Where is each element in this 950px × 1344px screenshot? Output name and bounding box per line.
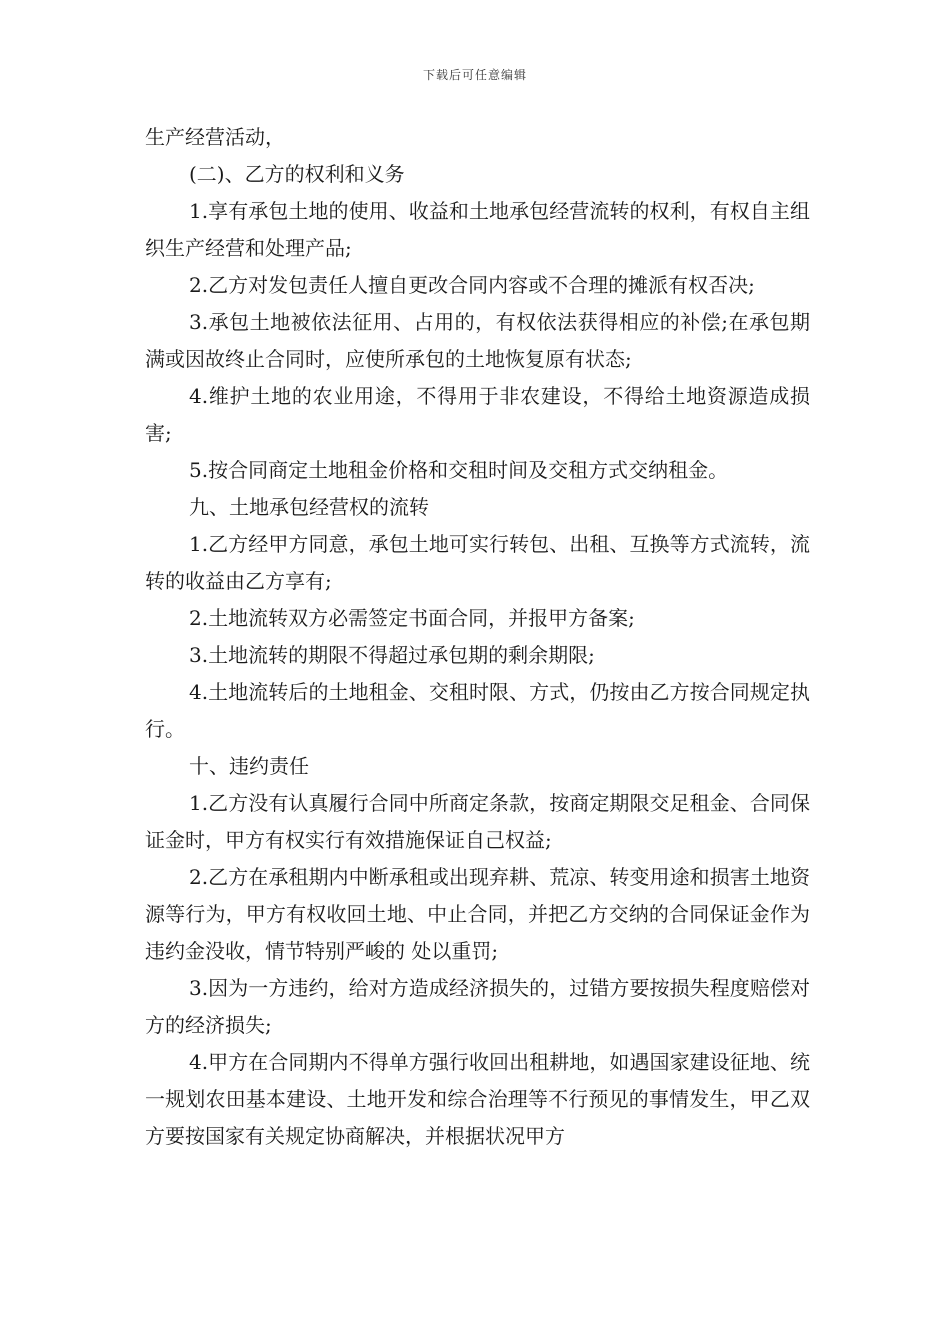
clause-ten-4: 4.甲方在合同期内不得单方强行收回出租耕地，如遇国家建设征地、统一规划农田基本建设、土地开发和综合治理等不行预见的事情发生，甲乙双方要按国家有关规定协商解决，并根据状况甲方 [145,1050,810,1148]
clause-b-4: 4.维护土地的农业用途，不得用于非农建设，不得给土地资源造成损害; [145,384,810,445]
clause-nine-1: 1.乙方经甲方同意，承包土地可实行转包、出租、互换等方式流转，流转的收益由乙方享有; [145,532,810,593]
document-body [145,119,810,1155]
clause-b-5: 5.按合同商定土地租金价格和交租时间及交租方式交纳租金。 [189,458,729,482]
clause-nine-3: 3.土地流转的期限不得超过承包期的剩余期限; [189,643,595,667]
clause-ten-3: 3.因为一方违约，给对方造成经济损失的，过错方要按损失程度赔偿对方的经济损失; [145,976,810,1037]
clause-b-3: 3.承包土地被依法征用、占用的，有权依法获得相应的补偿;在承包期满或因故终止合同时，应使所承包的土地恢复原有状态; [145,310,810,371]
section-heading-ten: 十、违约责任 [189,754,309,778]
clause-nine-2: 2.土地流转双方必需签定书面合同，并报甲方备案; [189,606,635,630]
section-heading-party-b-rights: (二)、乙方的权利和义务 [189,162,405,186]
clause-b-1: 1.享有承包土地的使用、收益和土地承包经营流转的权利，有权自主组织生产经营和处理产品; [145,199,810,260]
page-header-note: 下载后可任意编辑 [422,68,527,82]
clause-b-2: 2.乙方对发包责任人擅自更改合同内容或不合理的摊派有权否决; [189,273,755,297]
clause-ten-2: 2.乙方在承租期内中断承租或出现弃耕、荒凉、转变用途和损害土地资源等行为，甲方有权收回土地、中止合同，并把乙方交纳的合同保证金作为违约金没收，情节特别严峻的 处以重罚; [145,865,810,963]
section-heading-nine: 九、土地承包经营权的流转 [189,495,429,519]
paragraph-continuation: 生产经营活动， [145,125,285,149]
clause-nine-4: 4.土地流转后的土地租金、交租时限、方式，仍按由乙方按合同规定执行。 [145,680,810,741]
clause-ten-1: 1.乙方没有认真履行合同中所商定条款，按商定期限交足租金、合同保证金时，甲方有权实行有效措施保证自己权益; [145,791,810,852]
